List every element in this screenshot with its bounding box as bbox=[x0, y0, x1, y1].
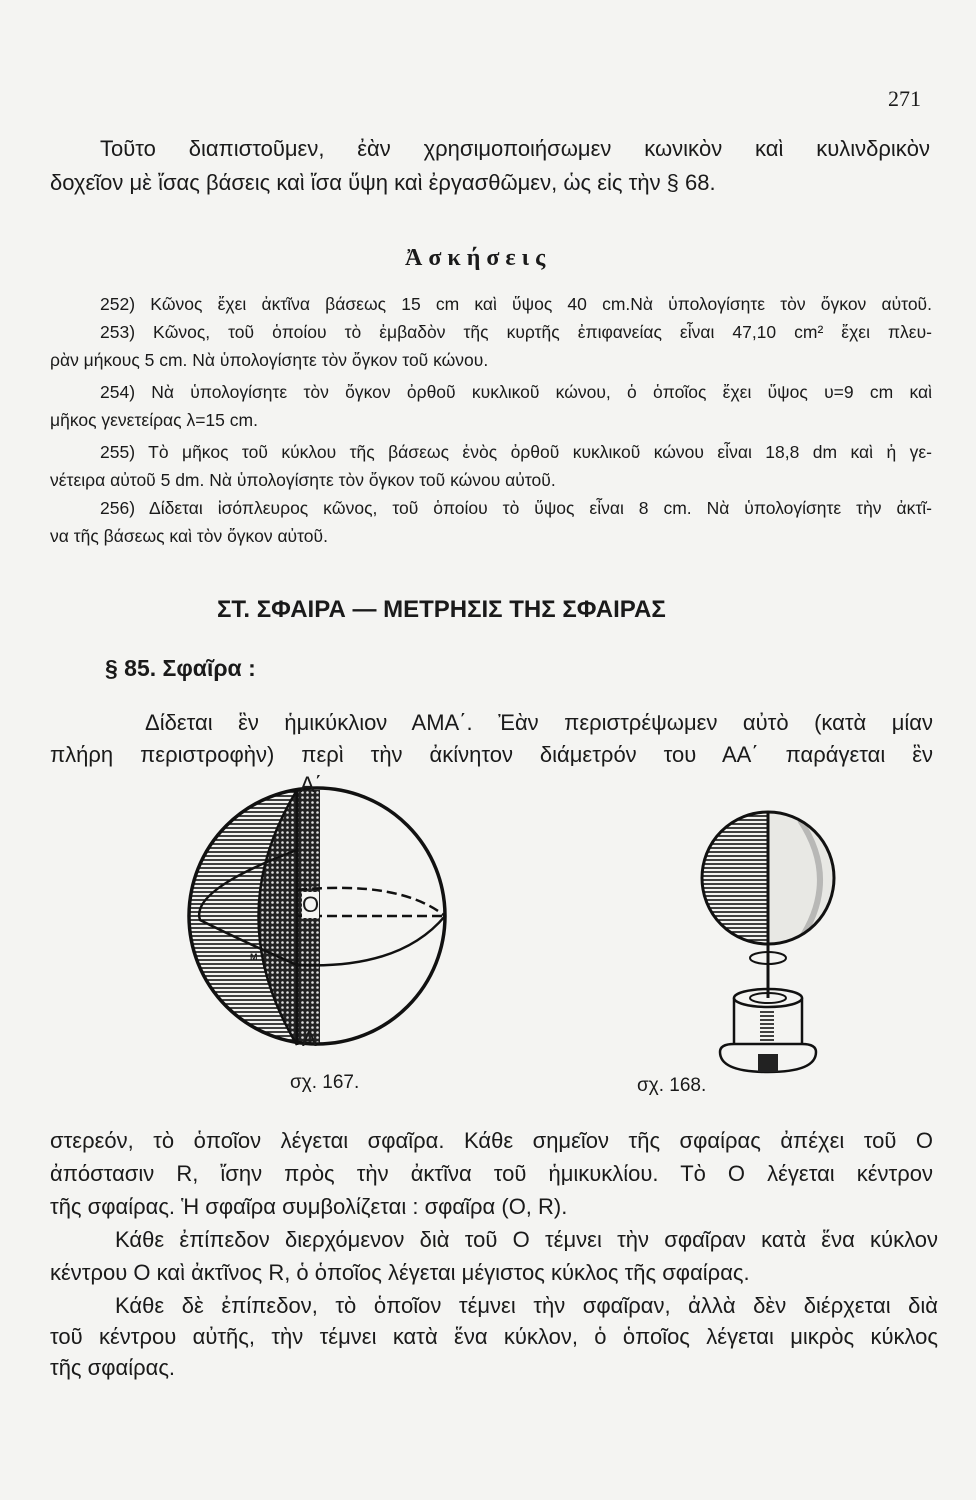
exercise-line: 252) Κῶνος ἔχει ἀκτῖνα βάσεως 15 cm καὶ ὕψος 40 cm.Νὰ ὑπολογίσητε τὸν ὄγκον αὐτοῦ. bbox=[100, 294, 932, 314]
paragraph-line: τοῦ κέντρου αὐτῆς, τὴν τέμνει κατὰ ἕνα κύκλον, ὁ ὁποῖος λέγεται μικρὸς κύκλος bbox=[50, 1324, 938, 1349]
label-m: Μ bbox=[250, 952, 258, 962]
paragraph-line: κέντρου Ο καὶ ἀκτῖνος R, ὁ ὁποῖος λέγεται μέγιστος κύκλος τῆς σφαίρας. bbox=[50, 1260, 750, 1285]
chapter-title: ΣΤ. ΣΦΑΙΡΑ — ΜΕΤΡΗΣΙΣ ΤΗΣ ΣΦΑΙΡΑΣ bbox=[217, 596, 666, 623]
exercise-line: νέτειρα αὐτοῦ 5 dm. Νὰ ὑπολογίσητε τὸν ὄγκον τοῦ κώνου αὐτοῦ. bbox=[50, 470, 556, 490]
exercise-line: 255) Τὸ μῆκος τοῦ κύκλου τῆς βάσεως ἑνὸς ὀρθοῦ κυκλικοῦ κώνου εἶναι 18,8 dm καὶ ἡ γε- bbox=[100, 442, 932, 462]
paragraph-line: ἀπόστασιν R, ἴσην πρὸς τὴν ἀκτῖνα τοῦ ἡμικυκλίου. Τὸ Ο λέγεται κέντρον bbox=[50, 1161, 933, 1186]
exercise-line: 256) Δίδεται ἰσόπλευρος κῶνος, τοῦ ὁποίου τὸ ὕψος εἶναι 8 cm. Νὰ ὑπολογίσητε τὴν ἀκτῖ- bbox=[100, 498, 932, 518]
intro-line: Τοῦτο διαπιστοῦμεν, ἐὰν χρησιμοποιήσωμεν κωνικὸν καὶ κυλινδρικὸν bbox=[100, 136, 930, 161]
label-o: Ο bbox=[302, 892, 320, 917]
page-number: 271 bbox=[888, 86, 921, 111]
sphere-figure-167 bbox=[180, 770, 500, 1070]
exercise-line: μῆκος γενετείρας λ=15 cm. bbox=[50, 410, 258, 430]
paragraph-line: Δίδεται ἓν ἡμικύκλιον ΑΜΑ΄. Ἐὰν περιστρέψωμεν αὐτὸ (κατὰ μίαν bbox=[145, 710, 933, 735]
paragraph-line: Κάθε δὲ ἐπίπεδον, τὸ ὁποῖον τέμνει τὴν σφαῖραν, ἀλλὰ δὲν διέρχεται διὰ bbox=[115, 1293, 938, 1318]
exercise-line: 253) Κῶνος, τοῦ ὁποίου τὸ ἐμβαδὸν τῆς κυρτῆς ἐπιφανείας εἶναι 47,10 cm² ἔχει πλευ- bbox=[100, 322, 932, 342]
intro-line: δοχεῖον μὲ ἴσας βάσεις καὶ ἴσα ὕψη καὶ ἐργασθῶμεν, ὡς εἰς τὴν § 68. bbox=[50, 170, 716, 195]
exercise-line: 254) Νὰ ὑπολογίσητε τὸν ὄγκον ὀρθοῦ κυκλικοῦ κώνου, ὁ ὁποῖος ἔχει ὕψος υ=9 cm καὶ bbox=[100, 382, 932, 402]
exercise-line: ρὰν μήκους 5 cm. Νὰ ὑπολογίσητε τὸν ὄγκον τοῦ κώνου. bbox=[50, 350, 489, 370]
paragraph-line: τῆς σφαίρας. Ἡ σφαῖρα συμβολίζεται : σφαῖρα (Ο, R). bbox=[50, 1194, 568, 1219]
exercises-heading: Ἀ σ κ ή σ ε ι ς bbox=[405, 245, 546, 271]
label-a-prime: Α΄ bbox=[300, 772, 322, 797]
label-a: Α bbox=[302, 1026, 317, 1051]
figure-caption: σχ. 167. bbox=[290, 1072, 360, 1093]
paragraph-line: Κάθε ἐπίπεδον διερχόμενον διὰ τοῦ Ο τέμνει τὴν σφαῖραν κατὰ ἕνα κύκλον bbox=[115, 1227, 938, 1252]
figure-caption: σχ. 168. bbox=[637, 1075, 707, 1096]
exercise-line: να τῆς βάσεως καὶ τὸν ὄγκον αὐτοῦ. bbox=[50, 526, 328, 546]
paragraph-line: στερεόν, τὸ ὁποῖον λέγεται σφαῖρα. Κάθε σημεῖον τῆς σφαίρας ἀπέχει τοῦ Ο bbox=[50, 1128, 933, 1153]
paragraph-line: πλήρη περιστροφὴν) περὶ τὴν ἀκίνητον διάμετρόν του ΑΑ΄ παράγεται ἓν bbox=[50, 742, 933, 767]
sphere-on-stand-figure-168 bbox=[690, 790, 850, 1080]
section-title: § 85. Σφαῖρα : bbox=[105, 655, 256, 681]
paragraph-line: τῆς σφαίρας. bbox=[50, 1355, 176, 1380]
